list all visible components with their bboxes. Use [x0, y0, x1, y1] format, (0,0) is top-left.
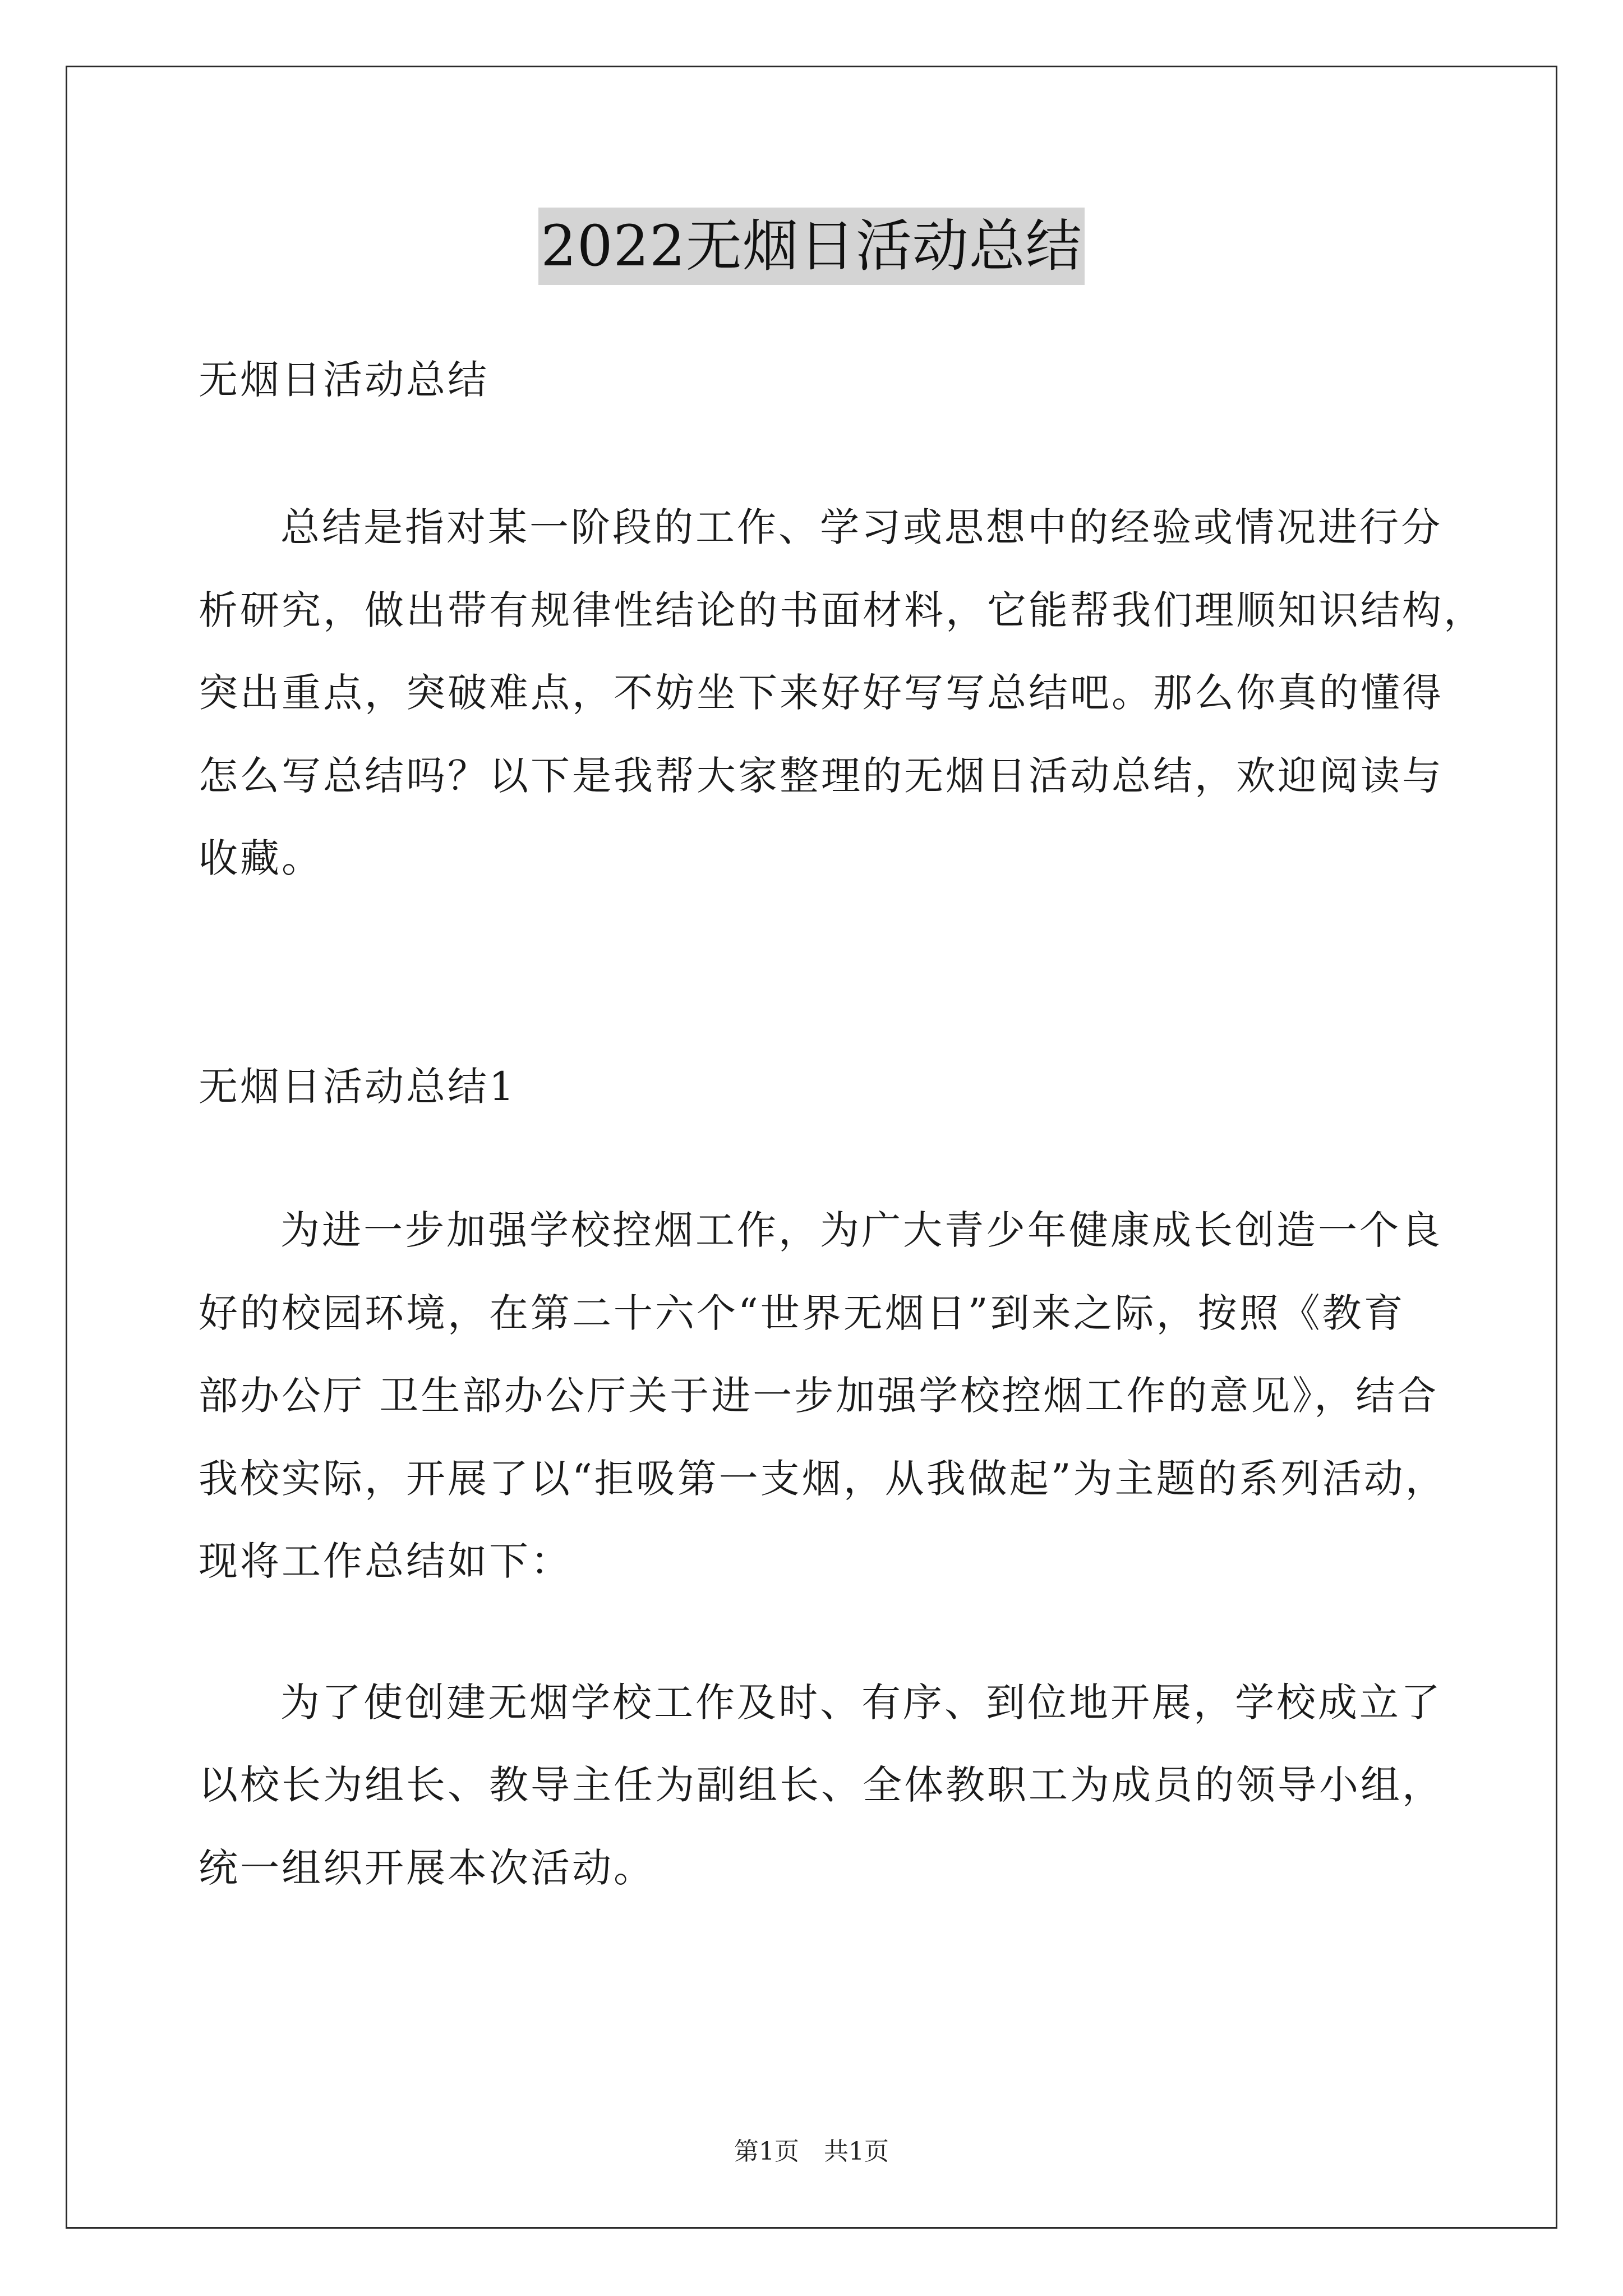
paragraph-line: 部办公厅 卫生部办公厅关于进一步加强学校控烟工作的意见》，结合 [199, 1373, 1439, 1419]
intro-line: 总结是指对某一阶段的工作、学习或思想中的经验或情况进行分 [280, 504, 1442, 550]
paragraph-line: 我校实际，开展了以“拒吸第一支烟，从我做起”为主题的系列活动， [199, 1456, 1447, 1502]
page-number-current: 第1页 [734, 2137, 799, 2166]
paragraph-line: 为了使创建无烟学校工作及时、有序、到位地开展，学校成立了 [280, 1680, 1442, 1726]
document-subtitle: 无烟日活动总结 [199, 357, 489, 403]
page-number-total: 共1页 [824, 2137, 889, 2166]
intro-line: 怎么写总结吗？以下是我帮大家整理的无烟日活动总结，欢迎阅读与 [199, 753, 1444, 799]
paragraph-line: 统一组织开展本次活动。 [199, 1845, 655, 1891]
document-title: 2022无烟日活动总结 [538, 208, 1085, 285]
paragraph-line: 好的校园环境，在第二十六个“世界无烟日”到来之际，按照《教育 [199, 1290, 1405, 1336]
paragraph-line: 以校长为组长、教导主任为副组长、全体教职工为成员的领导小组， [199, 1762, 1444, 1808]
page-footer [0, 2136, 1623, 2168]
intro-line: 突出重点，突破难点，不妨坐下来好好写写总结吧。那么你真的懂得 [199, 670, 1444, 716]
intro-line: 析研究，做出带有规律性结论的书面材料，它能帮我们理顺知识结构， [199, 587, 1485, 633]
paragraph-line: 现将工作总结如下： [199, 1538, 572, 1584]
section-heading: 无烟日活动总结1 [199, 1064, 517, 1110]
paragraph-line: 为进一步加强学校控烟工作，为广大青少年健康成长创造一个良 [280, 1207, 1442, 1253]
title-container [0, 208, 1623, 285]
intro-line: 收藏。 [199, 835, 323, 881]
